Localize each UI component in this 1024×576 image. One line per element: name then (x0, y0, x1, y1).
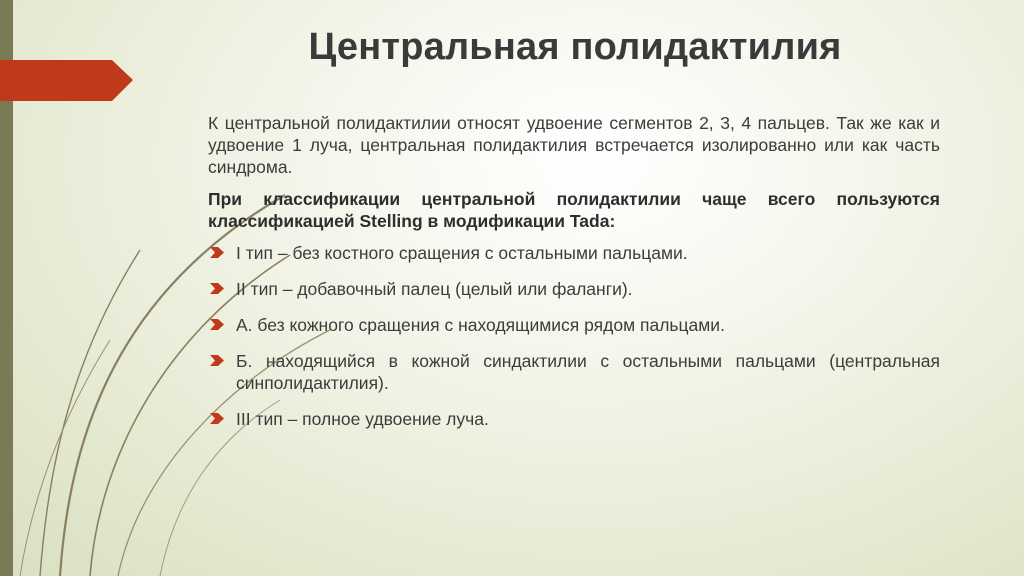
bullet-list (208, 242, 940, 430)
deco-line (40, 250, 140, 576)
arrow-bullet-icon (210, 355, 224, 366)
list-item-text: II тип – добавочный палец (целый или фаланги). (236, 279, 633, 299)
arrow-bullet-icon (210, 413, 224, 424)
list-item-text: I тип – без костного сращения с остальными пальцами. (236, 243, 688, 263)
list-item-text: III тип – полное удвоение луча. (236, 409, 489, 429)
arrow-bullet-icon (210, 319, 224, 330)
arrow-bullet-icon (210, 247, 224, 258)
list-item-text: Б. находящийся в кожной синдактилии с остальными пальцами (центральная синполидактилия). (236, 351, 940, 393)
list-item (208, 278, 940, 300)
intro-paragraph: К центральной полидактилии относят удвоение сегментов 2, 3, 4 пальцев. Так же как и удвоение 1 луча, центральная полидактилия встречается изолированно или как часть синдрома. (208, 113, 940, 177)
red-arrow-banner (0, 60, 133, 101)
list-item (208, 314, 940, 336)
classification-paragraph: При классификации центральной полидактилии чаще всего пользуются классификацией Stelling в модификации Tada: (208, 189, 940, 231)
deco-line (20, 340, 110, 576)
list-item (208, 242, 940, 264)
slide-title: Центральная полидактилия (308, 26, 842, 68)
list-item-text: А. без кожного сращения с находящимися рядом пальцами. (236, 315, 725, 335)
list-item (208, 408, 940, 430)
slide-content (208, 112, 940, 444)
arrow-bullet-icon (210, 283, 224, 294)
list-item (208, 350, 940, 394)
